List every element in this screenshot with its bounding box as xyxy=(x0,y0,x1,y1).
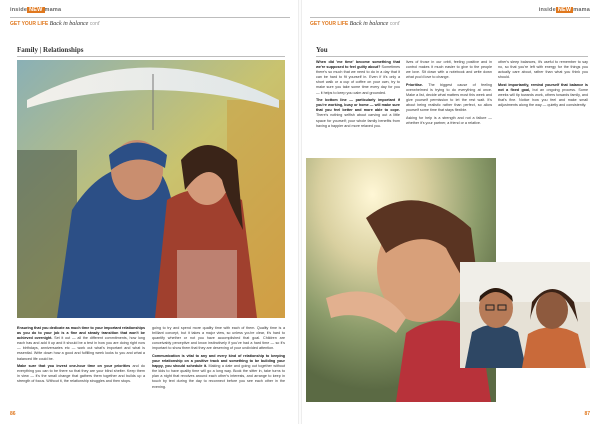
paragraph: The bottom line — particularly important if you're working, busy or home — will make sure that you feel better and more able to cope. There's nothing selfish about carving out a little space for yourself; your whole family benefits from having a happier and more relaxed you. xyxy=(316,98,400,128)
right-column-2 xyxy=(406,60,492,129)
left-column-1 xyxy=(17,326,145,387)
header-title: Back in balance xyxy=(49,21,89,27)
right-page xyxy=(300,0,600,424)
section-rule xyxy=(316,56,588,57)
paragraph: Communication is vital to any and every kind of relationship to keeping your relationship on a positive track and something to be building your happy, you should schedule it. Making a date and going out together without the kids to have quality time will go a long way. Book the sitter in, take turns to plan a night that revolves around each other's interests, and arrange to keep in touch by text during the day to reconnect before you see each other in the evening. xyxy=(152,353,285,389)
header-rule xyxy=(10,17,290,18)
paragraph: lives of those in our orbit, feeling positive and in control makes it much easier to give to the people we love. Sit down with a notebook and write down what you'd love to change. xyxy=(406,60,492,80)
paragraph: Make sure that you invest one-hour time on your priorities and do everything you can to be there so that they are your blind shelter. Keep them in view — it's the small change that gathers them together and builds up a strength of focus. Without it, the relationship struggles and then stops. xyxy=(17,364,145,384)
paragraph: Most importantly, remind yourself that balance is not a fixed goal, but an ongoing process. Some weeks will tip towards work, others towards family, and that's fine. Notice how you feel and make small adjustments along the way — quietly and consistently. xyxy=(498,82,588,108)
header-suffix: cont' xyxy=(389,21,401,27)
paragraph: going to try and spend more quality time with each of them. Quality time is a brilliant concept, but it takes a major view, so unless you're clear, it's hard to quantify whether or not you have accomplished that goal. Children are conceivably perceptive and know instinctively if you've had a hard time — so it's important to show them that they are deserving of your undivided attention. xyxy=(152,326,285,351)
right-column-1 xyxy=(316,60,400,131)
magazine-brand: inside NEW mama xyxy=(538,7,590,13)
paragraph: Prioritise. The biggest cause of feeling overwhelmed is trying to do everything at once. Make a list, decide what matters most this week and give yourself permission to let the rest wait. It's about being realistic rather than perfect, so allow yourself some time that stays flexible. xyxy=(406,82,492,113)
paragraph: other's sleep balances, it's useful to remember to say no, so that you're left with energy for the things you actually care about, rather than what you think you should. xyxy=(498,60,588,80)
header-rule xyxy=(310,17,590,18)
paragraph: Asking for help is a strength and not a failure — whether it's your partner, a friend or a relative. xyxy=(406,115,492,126)
page-number: 86 xyxy=(10,411,16,417)
page-header xyxy=(10,21,100,27)
header-title: Back in balance xyxy=(349,21,389,27)
gutter-shadow xyxy=(298,0,302,424)
page-header xyxy=(310,21,400,27)
section-title: You xyxy=(316,46,328,54)
couple-laughing-photo xyxy=(460,262,590,368)
page-number: 87 xyxy=(584,411,590,417)
right-column-3 xyxy=(498,60,588,111)
section-title: Family | Relationships xyxy=(17,46,84,54)
magazine-brand: inside NEW mama xyxy=(10,7,62,13)
paragraph: When did 'me time' become something that we're supposed to feel guilty about? Sometimes there's so much that we need to do in a day that it can be hard to fit yourself in. Even if it's only a short walk or a cup of coffee on your own, try to make sure you take some time every day for you — it helps to keep you calm and grounded. xyxy=(316,60,400,95)
paragraph: Ensuring that you dedicate as much time to your important relationships as you do to your job is a fine and steady transition that won't be achieved overnight. Set it out — all the different commitments, how long each has and add it up and it should be a test in how you are doing right now — birthdays, anniversaries etc — work out what's important and what is essential. Write down how a good and fulfilling week looks to you and what a balanced life could be. xyxy=(17,326,145,361)
left-column-2 xyxy=(152,326,285,392)
section-rule xyxy=(17,56,285,57)
header-accent: GET YOUR LIFE xyxy=(10,21,49,27)
couple-umbrella-photo xyxy=(17,60,285,318)
header-suffix: cont' xyxy=(89,21,101,27)
header-accent: GET YOUR LIFE xyxy=(310,21,349,27)
